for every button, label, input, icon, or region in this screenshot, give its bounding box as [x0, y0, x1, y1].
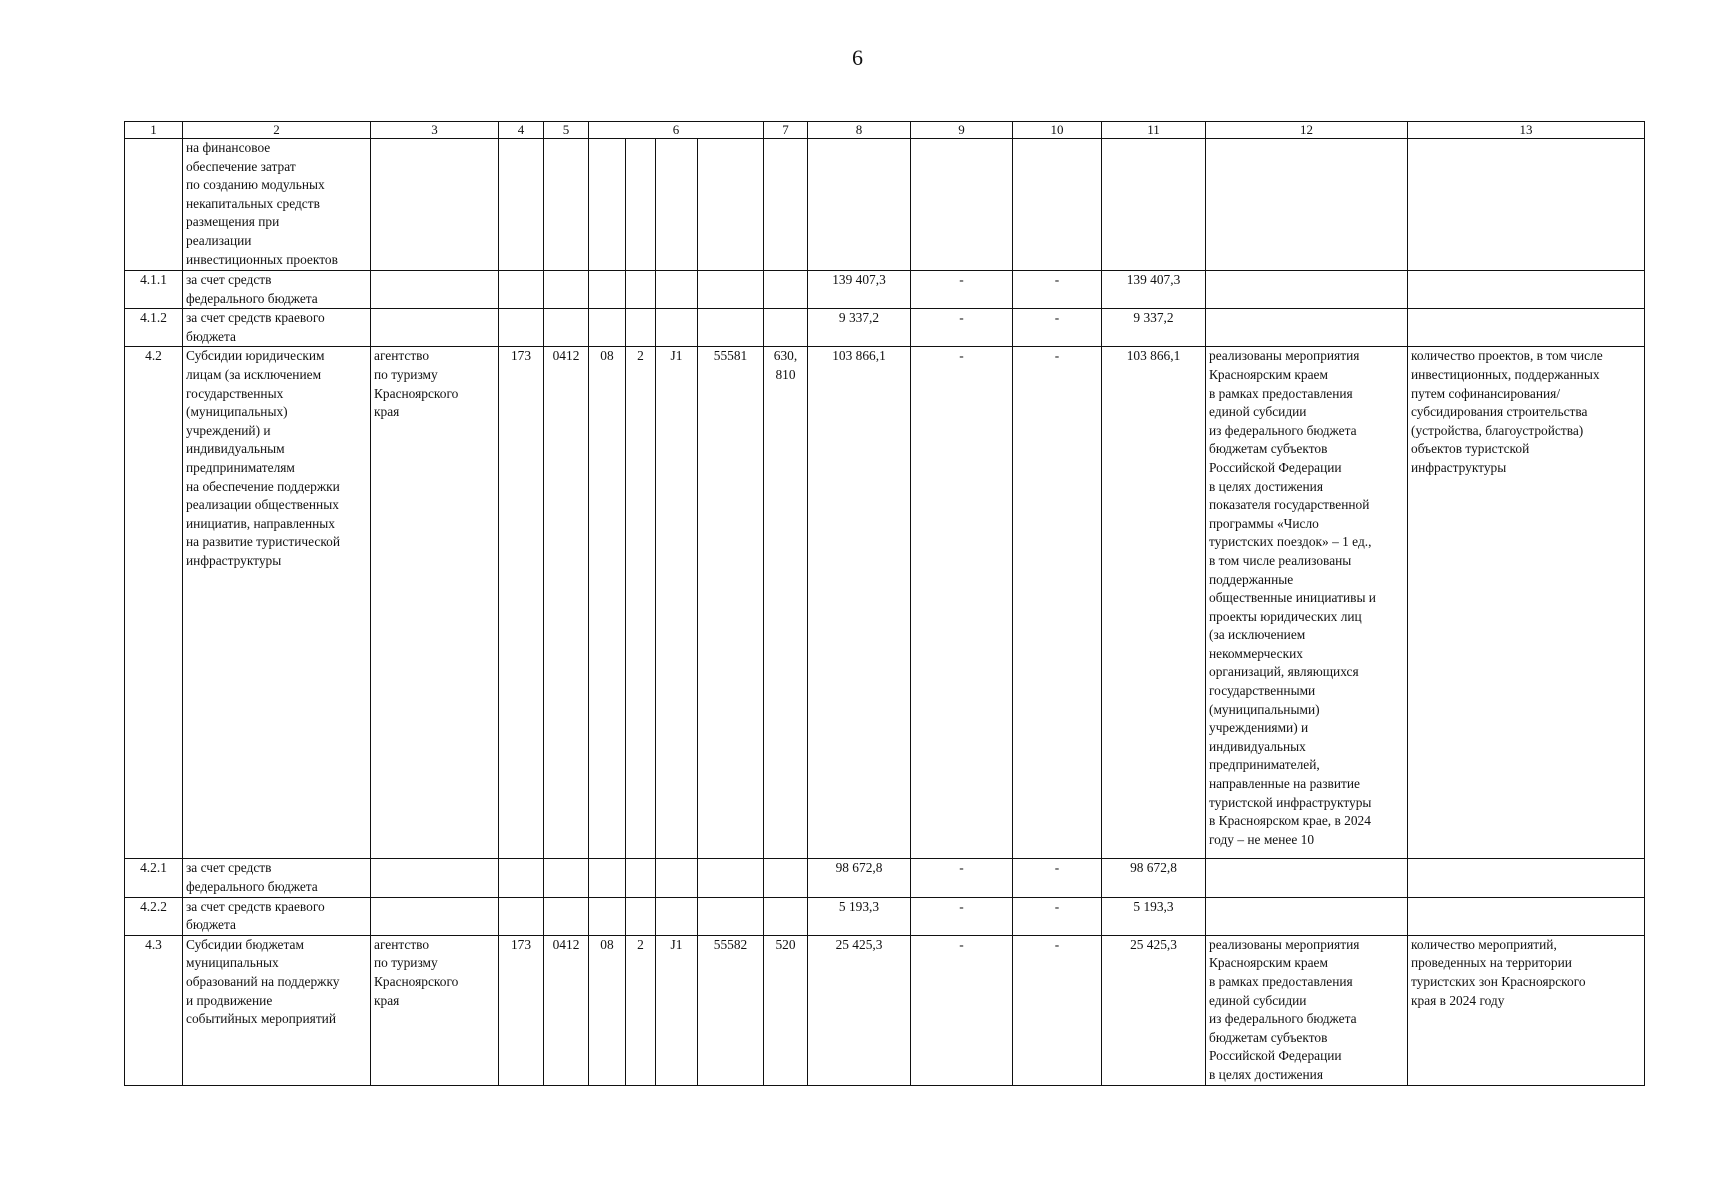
cell-code-section — [544, 859, 589, 897]
cell-code-expense-type: 520 — [764, 935, 808, 1085]
cell-code-target-subprogram — [626, 271, 656, 309]
cell-code-expense-type — [764, 271, 808, 309]
cell-administrator: агентство по туризму Красноярского края — [371, 935, 499, 1085]
table-row — [125, 309, 1645, 347]
cell-item-name: за счет средств краевого бюджета — [183, 897, 371, 935]
cell-row-number: 4.3 — [125, 935, 183, 1085]
cell-row-number: 4.2.2 — [125, 897, 183, 935]
header-cell-4: 4 — [499, 122, 544, 139]
header-row — [125, 122, 1645, 139]
cell-amount-total: 9 337,2 — [1102, 309, 1206, 347]
cell-amount-2026: - — [1013, 309, 1102, 347]
cell-code-section — [544, 309, 589, 347]
cell-code-target-project — [656, 859, 698, 897]
cell-row-number: 4.1.2 — [125, 309, 183, 347]
cell-code-target-program — [589, 139, 626, 271]
cell-item-name: за счет средств федерального бюджета — [183, 859, 371, 897]
cell-expected-result — [1206, 897, 1408, 935]
header-cell-6: 6 — [589, 122, 764, 139]
cell-administrator — [371, 897, 499, 935]
cell-amount-2025: - — [911, 897, 1013, 935]
cell-administrator — [371, 859, 499, 897]
cell-code-target-subprogram: 2 — [626, 935, 656, 1085]
cell-code-target-project — [656, 309, 698, 347]
cell-code-target-direction — [698, 139, 764, 271]
cell-administrator — [371, 309, 499, 347]
cell-amount-2024 — [808, 139, 911, 271]
table-row — [125, 347, 1645, 859]
cell-code-expense-type — [764, 139, 808, 271]
header-cell-2: 2 — [183, 122, 371, 139]
cell-code-target-direction — [698, 859, 764, 897]
cell-expected-result: реализованы мероприятия Красноярским краем в рамках предоставления единой субсидии из федерального бюджета бюджетам субъектов Российской Федерации в целях достижения — [1206, 935, 1408, 1085]
cell-code-target-direction — [698, 271, 764, 309]
cell-administrator: агентство по туризму Красноярского края — [371, 347, 499, 859]
cell-amount-total: 5 193,3 — [1102, 897, 1206, 935]
cell-code-section: 0412 — [544, 347, 589, 859]
cell-indicator — [1408, 271, 1645, 309]
cell-code-grbs — [499, 897, 544, 935]
header-cell-11: 11 — [1102, 122, 1206, 139]
header-cell-3: 3 — [371, 122, 499, 139]
cell-expected-result: реализованы мероприятия Красноярским краем в рамках предоставления единой субсидии из федерального бюджета бюджетам субъектов Российской Федерации в целях достижения показателя государственной программы «Число туристских поездок» – 1 ед., в том числе реализованы поддержанные общественные инициативы и проекты юридических лиц (за исключением некоммерческих организаций, являющихся государственными (муниципальными) учреждениями) и индивидуальных предпринимателей, направленные на развитие туристской инфраструктуры в Красноярском крае, в 2024 году – не менее 10 — [1206, 347, 1408, 859]
cell-amount-total: 139 407,3 — [1102, 271, 1206, 309]
header-cell-5: 5 — [544, 122, 589, 139]
cell-indicator: количество проектов, в том числе инвестиционных, поддержанных путем софинансирования/ субсидирования строительства (устройства, благоустройства) объектов туристской инфраструктуры — [1408, 347, 1645, 859]
cell-amount-2026 — [1013, 139, 1102, 271]
cell-code-grbs — [499, 139, 544, 271]
cell-expected-result — [1206, 309, 1408, 347]
cell-amount-2026: - — [1013, 347, 1102, 859]
cell-expected-result — [1206, 859, 1408, 897]
table-row — [125, 139, 1645, 271]
cell-amount-total: 103 866,1 — [1102, 347, 1206, 859]
cell-code-target-project — [656, 139, 698, 271]
cell-amount-2026: - — [1013, 935, 1102, 1085]
cell-amount-2024: 5 193,3 — [808, 897, 911, 935]
cell-code-expense-type — [764, 859, 808, 897]
cell-indicator — [1408, 139, 1645, 271]
header-cell-13: 13 — [1408, 122, 1645, 139]
page-number: 6 — [852, 45, 863, 70]
cell-amount-2024: 25 425,3 — [808, 935, 911, 1085]
cell-item-name: на финансовое обеспечение затрат по созданию модульных некапитальных средств размещения при реализации инвестиционных проектов — [183, 139, 371, 271]
cell-code-target-program: 08 — [589, 347, 626, 859]
cell-code-target-subprogram — [626, 859, 656, 897]
cell-code-section — [544, 139, 589, 271]
cell-code-grbs — [499, 271, 544, 309]
cell-code-target-subprogram — [626, 139, 656, 271]
cell-code-target-project — [656, 271, 698, 309]
cell-code-expense-type: 630, 810 — [764, 347, 808, 859]
cell-code-grbs: 173 — [499, 347, 544, 859]
cell-code-target-subprogram — [626, 897, 656, 935]
cell-amount-2025 — [911, 139, 1013, 271]
cell-code-section — [544, 897, 589, 935]
cell-amount-2025: - — [911, 347, 1013, 859]
cell-amount-total — [1102, 139, 1206, 271]
cell-code-target-direction: 55582 — [698, 935, 764, 1085]
header-cell-12: 12 — [1206, 122, 1408, 139]
cell-amount-2024: 103 866,1 — [808, 347, 911, 859]
cell-row-number: 4.2 — [125, 347, 183, 859]
cell-code-section — [544, 271, 589, 309]
cell-amount-2025: - — [911, 271, 1013, 309]
cell-code-target-subprogram: 2 — [626, 347, 656, 859]
cell-amount-2026: - — [1013, 859, 1102, 897]
cell-amount-2026: - — [1013, 897, 1102, 935]
cell-amount-2025: - — [911, 309, 1013, 347]
cell-code-grbs — [499, 309, 544, 347]
cell-code-target-project — [656, 897, 698, 935]
cell-amount-total: 25 425,3 — [1102, 935, 1206, 1085]
cell-amount-2025: - — [911, 859, 1013, 897]
cell-code-section: 0412 — [544, 935, 589, 1085]
cell-amount-2025: - — [911, 935, 1013, 1085]
cell-code-target-subprogram — [626, 309, 656, 347]
table-row — [125, 271, 1645, 309]
budget-table — [124, 121, 1645, 1086]
cell-indicator — [1408, 897, 1645, 935]
cell-code-expense-type — [764, 897, 808, 935]
cell-code-target-program — [589, 859, 626, 897]
cell-code-target-program — [589, 897, 626, 935]
cell-code-target-program — [589, 309, 626, 347]
header-cell-1: 1 — [125, 122, 183, 139]
header-cell-8: 8 — [808, 122, 911, 139]
cell-code-expense-type — [764, 309, 808, 347]
header-cell-10: 10 — [1013, 122, 1102, 139]
cell-row-number: 4.2.1 — [125, 859, 183, 897]
cell-expected-result — [1206, 139, 1408, 271]
table-row — [125, 935, 1645, 1085]
cell-expected-result — [1206, 271, 1408, 309]
cell-amount-2026: - — [1013, 271, 1102, 309]
cell-code-target-project: J1 — [656, 935, 698, 1085]
cell-code-target-program: 08 — [589, 935, 626, 1085]
table-row — [125, 859, 1645, 897]
cell-amount-2024: 9 337,2 — [808, 309, 911, 347]
cell-code-grbs — [499, 859, 544, 897]
cell-code-grbs: 173 — [499, 935, 544, 1085]
cell-code-target-program — [589, 271, 626, 309]
cell-item-name: за счет средств краевого бюджета — [183, 309, 371, 347]
cell-indicator: количество мероприятий, проведенных на территории туристских зон Красноярского края в 2024 году — [1408, 935, 1645, 1085]
table-row — [125, 897, 1645, 935]
cell-administrator — [371, 271, 499, 309]
cell-code-target-project: J1 — [656, 347, 698, 859]
header-cell-7: 7 — [764, 122, 808, 139]
cell-row-number — [125, 139, 183, 271]
cell-administrator — [371, 139, 499, 271]
cell-amount-total: 98 672,8 — [1102, 859, 1206, 897]
cell-amount-2024: 139 407,3 — [808, 271, 911, 309]
header-cell-9: 9 — [911, 122, 1013, 139]
cell-indicator — [1408, 309, 1645, 347]
cell-amount-2024: 98 672,8 — [808, 859, 911, 897]
cell-code-target-direction: 55581 — [698, 347, 764, 859]
cell-item-name: Субсидии бюджетам муниципальных образований на поддержку и продвижение событийных мероприятий — [183, 935, 371, 1085]
cell-indicator — [1408, 859, 1645, 897]
cell-item-name: за счет средств федерального бюджета — [183, 271, 371, 309]
cell-row-number: 4.1.1 — [125, 271, 183, 309]
cell-code-target-direction — [698, 897, 764, 935]
cell-code-target-direction — [698, 309, 764, 347]
cell-item-name: Субсидии юридическим лицам (за исключением государственных (муниципальных) учреждений) и индивидуальным предпринимателям на обеспечение поддержки реализации общественных инициатив, направленных на развитие туристической инфраструктуры — [183, 347, 371, 859]
